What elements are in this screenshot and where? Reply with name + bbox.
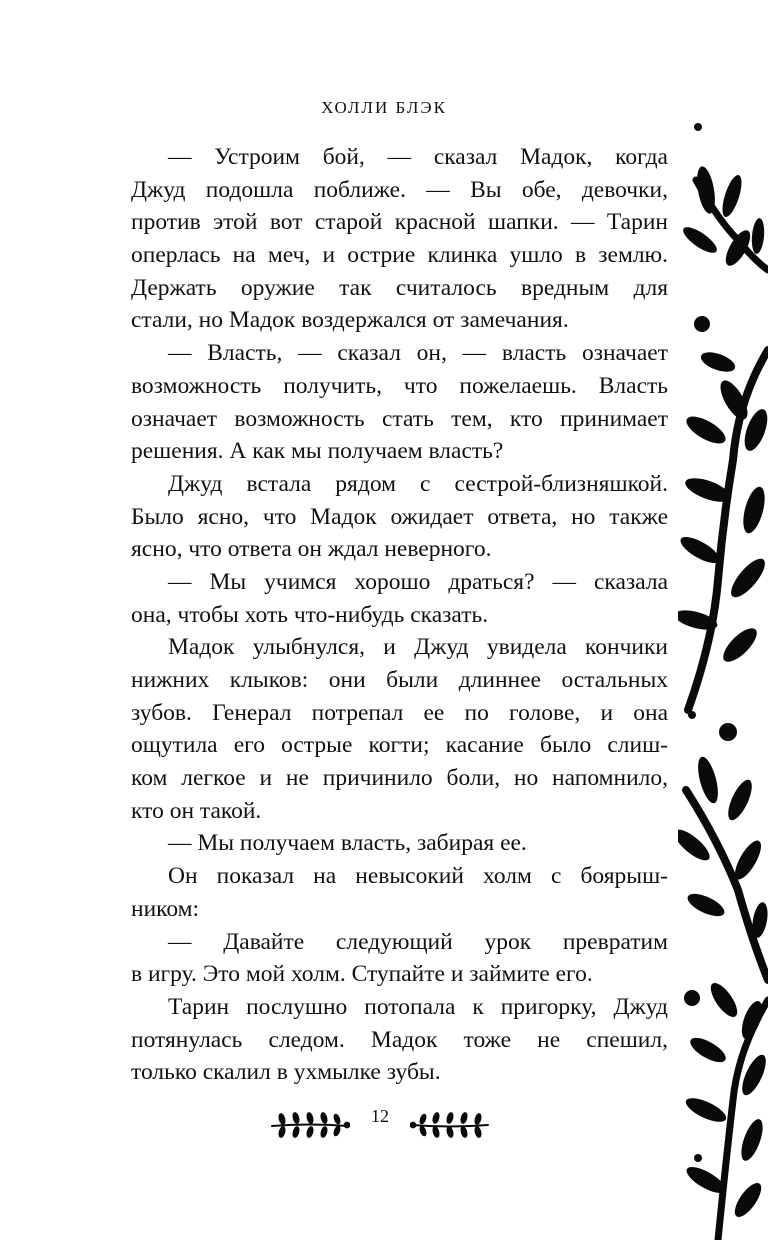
text-line: только скалил в ухмылке зубы. <box>131 1059 441 1086</box>
left-sprig-ornament-icon <box>270 1112 350 1138</box>
running-head: ХОЛЛИ БЛЭК <box>321 98 447 117</box>
text-line: против этой вот старой красной шапки. — Тарин <box>131 209 668 236</box>
text-line: в игру. Это мой холм. Ступайте и займите его. <box>131 961 593 988</box>
text-line: — Устроим бой, — сказал Мадок, когда <box>168 144 668 170</box>
text-line: Тарин послушно потопала к пригорку, Джуд <box>168 993 668 1020</box>
text-line: оперлась на меч, и острие клинка ушло в землю. <box>131 242 668 269</box>
text-line: означает возможность стать тем, кто принимает <box>131 405 668 432</box>
text-line: зубов. Генерал потрепал ее по голове, и она <box>131 699 668 726</box>
text-line: нижних клыков: они были длиннее остальных <box>131 667 668 693</box>
text-line: ясно, что ответа он ждал неверного. <box>131 536 492 563</box>
text-line: ощутила его острые когти; касание было слиш- <box>131 732 668 759</box>
text-line: ком легкое и не причинило боли, но напомнило, <box>131 765 668 792</box>
text-line: — Мы получаем власть, забирая ее. <box>168 830 527 857</box>
text-line: — Давайте следующий урок превратим <box>168 928 668 955</box>
text-line: — Мы учимся хорошо драться? — сказала <box>168 568 668 595</box>
vine-border-ornament-icon <box>678 100 768 1240</box>
text-line: — Власть, — сказал он, — власть означает <box>168 340 668 367</box>
text-line: ником: <box>131 895 200 922</box>
right-sprig-ornament-icon <box>410 1112 490 1138</box>
text-line: Джуд подошла поближе. — Вы обе, девочки, <box>131 176 668 203</box>
text-line: стали, но Мадок воздержался от замечания. <box>131 307 569 334</box>
text-line: Держать оружие так считалось вредным для <box>131 274 668 301</box>
text-line: Мадок улыбнулся, и Джуд увидела кончики <box>168 634 668 661</box>
text-line: кто он такой. <box>131 797 262 824</box>
text-line: Джуд встала рядом с сестрой-близняшкой. <box>168 470 668 497</box>
body-text <box>131 141 668 1089</box>
text-line: она, чтобы хоть что-нибудь сказать. <box>131 601 489 628</box>
text-line: Он показал на невысокий холм с боярыш- <box>168 863 668 890</box>
page-footer <box>0 1106 768 1146</box>
text-line: потянулась следом. Мадок тоже не спешил, <box>131 1026 668 1053</box>
text-line: Было ясно, что Мадок ожидает ответа, но также <box>131 503 668 530</box>
text-line: возможность получить, что пожелаешь. Власть <box>131 372 668 399</box>
page-number: 12 <box>371 1106 389 1126</box>
text-line: решения. А как мы получаем власть? <box>131 438 504 465</box>
